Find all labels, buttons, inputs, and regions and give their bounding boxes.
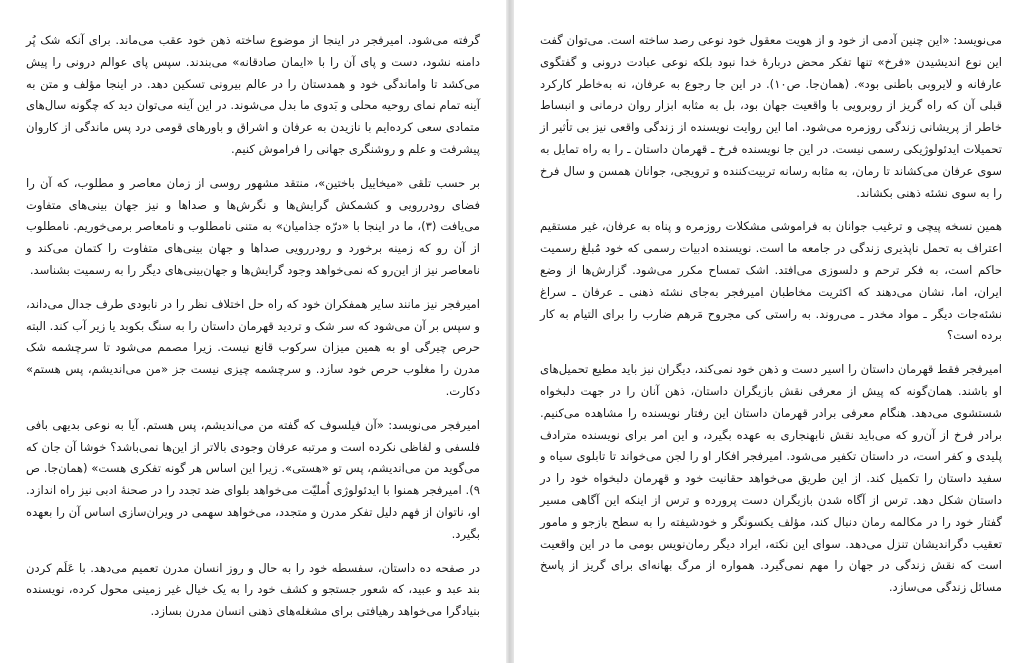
left-paragraph-2: بر حسب تلقی «میخاییل باختین»، منتقد مشهور روسی از زمان معاصر و مطلوب، که آن را فضای رودررویی و کشمکش گرایش‌ها و نگرش‌ها و صداها و نیز جهان بینی‌های متفاوت می‌یافت (۳)، ما در اینجا با «درّه جذامیان» به متنی نامطلوب و نامعاصر برمی‌خوریم. نامطلوب از آن رو که زمینه برخورد و رودررویی صداها و جهان بینی‌های متفاوت را کتمان می‌کند و نامعاصر نیز از این‌رو که نمی‌خواهد وجود گرایش‌ها و جهان‌بینی‌های دیگر را به رسمیت بشناسد. [26, 175, 480, 277]
left-paragraph-3: امیرفجر نیز مانند سایر همفکران خود که راه حل اختلاف نظر را در نابودی طرف جدال می‌داند، و سپس بر آن می‌شود که سر شک و تردید قهرمان داستان را به سنگ بکوبد یا زیر آب کند. البته حرص چیرگی او به همین میزان سرکوب قانع نیست. زیرا مصمم می‌شود تا سرچشمه شک مدرن را مغلوب حرص خود سازد. و سرچشمه چیزی نیست جز «من می‌اندیشم، پس هستم» دکارت. [26, 296, 480, 398]
left-page [0, 0, 506, 663]
right-paragraph-2: همین نسخه پیچی و ترغیب جوانان به فراموشی مشکلات روزمره و پناه به عرفان، غیر مستقیم اعتراف به تحمل ناپذیری زندگی در جامعه ما است. نویسنده ادبیات رسمی که خود مُبلغ رسمیت حاکم است، به فکر ترحم و دلسوزی می‌افتد. اشک تمساح مکرر می‌شود. گزارش‌ها از وضع ایران، اما، نشان می‌دهند که اکثریت مخاطبان امیرفجر به‌جای نشئه ذهنی ـ عرفان ـ سراغ نشئه‌جات دیگر ـ مواد مخدر ـ می‌روند. به راستی کی مجروح مَرهم ضارب را برای التیام به کار برده است؟ [540, 219, 1002, 343]
right-page [514, 0, 1028, 663]
left-paragraph-5: در صفحه ده داستان، سفسطه خود را به حال و روز انسان مدرن تعمیم می‌دهد. با عَلَم کردن بند عبد و عبید، که شعور جستجو و کشف خود را به یک خیال غیر زمینی محول کرده، نویسنده بنیادگرا می‌خواهد رهیافتی برای مشغله‌های ذهنی انسان مدرن بسازد. [26, 560, 480, 619]
left-paragraph-4: امیرفجر می‌نویسد: «آن فیلسوف که گفته من می‌اندیشم، پس هستم. آیا به نوعی بدیهی بافی فلسفی و لفاظی نکرده است و مرتبه عرفان وجودی بالاتر از این‌ها نمی‌باشد؟ خوشا آن جان که می‌گوید من می‌اندیشم، پس تو «هستی». زیرا این اساس هر گونه تفکری هست» (همان‌جا. ص ۹). امیرفجر همنوا با ایدئولوژی اُملیّت می‌خواهد بلوای ضد تجدد را در صحنهٔ ادبی نیز راه اندازد. او، ناتوان از فهم دلیل تفکر مدرن و متجدد، می‌خواهد سهمی در ویران‌سازی اساس آن را بعهده بگیرد. [26, 417, 480, 541]
left-paragraph-1: گرفته می‌شود. امیرفجر در اینجا از موضوع ساخته ذهن خود عقب می‌ماند. برای آنکه شک پُر دامنه نشود، دست و پای آن را با «ایمان صادقانه» می‌بندند. سپس پای عوالم درونی را پیش می‌کشد تا واماندگی خود و همدستان را در عالم بیرونی تسکین دهد. در اینجا مؤلف و متن به آینه تمام نمای روحیه محلی و بَدوی ما بدل می‌شوند. در این آینه می‌توان دید که چگونه سال‌های متمادی سعی کرده‌ایم با نازیدن به عرفان و اشراق و باورهای قومی درد پس ماندگی از کاروان پیشرفت و علم و روشنگری جهانی را فراموش کنیم. [26, 33, 480, 156]
right-paragraph-1: می‌نویسد: «این چنین آدمی از خود و از هویت معقول خود نوعی رصد ساخته است. می‌توان گفت این نوع اندیشیدن «فرخ» تنها تفکر محض دربارهٔ خدا نبود بلکه نوعی عبادت درونی و گفتگوی عارفانه و لایروبی باطنی بود». (همان‌جا. ص۱۰). در این جا رجوع به عرفان، نه به‌خاطر کارکرد قبلی آن که راه گریز از روبرویی با واقعیت جهان بود، بل به مثابه ابزار روان درمانی و انبساط خاطر از پریشانی زندگی روزمره می‌شود. اما این روایت نویسنده از زندگی واقعی نیز بی تأثیر از تحمیلات ایدئولوژیکی رسمی نیست. در این جا نویسنده فرخ ـ قهرمان داستان ـ را به راه تمایل به سوی عرفان می‌کشاند تا رمان، به مثابه رسانه تربیت‌کننده و ترویجی، جوانان همسن و سال فرخ را به سوی نشئه ذهنی بکشاند. [540, 33, 1002, 200]
page-gutter [506, 0, 514, 663]
right-paragraph-3: امیرفجر فقط قهرمان داستان را اسیر دست و ذهن خود نمی‌کند، دیگران نیز باید مطیع تحمیل‌های او باشند. همان‌گونه که پیش از معرفی نقش بازیگران داستان، ذهن آنان را در جهت دلبخواه شستشوی می‌دهد. هنگام معرفی برادر قهرمان داستان این رفتار نویسنده را مشاهده می‌کنیم. برادر فرخ از آن‌رو که می‌باید نقش نابهنجاری به عهده بگیرد، و این امر برای نویسنده مترادف پلیدی و کفر است، در داستان تکفیر می‌شود. امیرفجر افکار او را لجن می‌خواند تا تابلوی سیاه و سفید داستان را تکمیل کند. از این طریق می‌خواهد حقانیت خود و قهرمان دلبخواه خود را در داستان شکل دهد. ترس از آگاه شدن بازیگران دست پرورده و ترس از اینکه این آگاهی مسیر گفتار خود را در مکالمه رمان دنبال کند، مؤلف یکسونگر و خودشیفته را به سطح بازجو و مامور تعقیب دگراندیشان تنزل می‌دهد. سوای این نکته، ایراد دیگر رمان‌نویس بومی ما در این واقعیت است که نقش زندگی در جهان را مهم نمی‌گیرد. همواره از مرگ بهانه‌ای برای گریز از پاسخ مسائل زندگی می‌سازد. [540, 362, 1002, 595]
